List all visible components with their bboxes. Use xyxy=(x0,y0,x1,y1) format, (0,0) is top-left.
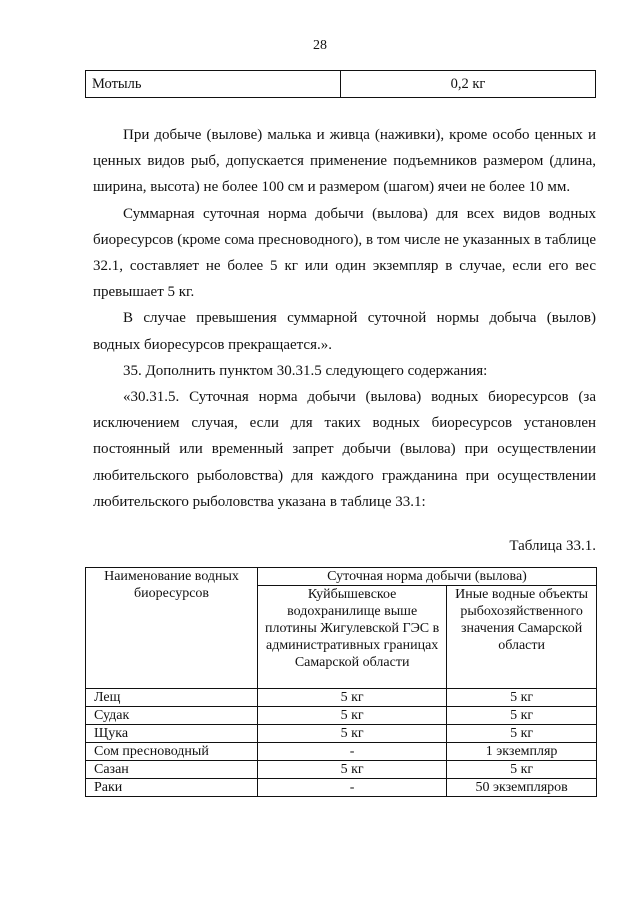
header-col3-cell: Иные водные объекты рыбохозяйственного значения Самарской области xyxy=(447,586,597,689)
row-name-cell: Судак xyxy=(86,707,258,725)
paragraph-2: Суммарная суточная норма добычи (вылова) для всех видов водных биоресурсов (кроме сома пресноводного), в том числе не указанных в таблице 32.1, составляет не более 5 кг или один экземпляр в случае, если его вес превышает 5 кг. xyxy=(93,205,596,301)
row-col2-cell: 5 кг xyxy=(258,707,447,725)
table-row xyxy=(86,71,596,98)
row-name-cell: Сом пресноводный xyxy=(86,743,258,761)
row-name-cell: Раки xyxy=(86,779,258,797)
body-text xyxy=(93,122,596,515)
row-col2-cell: 5 кг xyxy=(258,761,447,779)
table-row xyxy=(86,707,597,725)
header-col2-cell: Куйбышевское водохранилище выше плотины Жигулевской ГЭС в административных границах Самарской области xyxy=(258,586,447,689)
paragraph-4: 35. Дополнить пунктом 30.31.5 следующего содержания: xyxy=(123,362,488,379)
row-col2-cell: 5 кг xyxy=(258,689,447,707)
row-col3-cell: 5 кг xyxy=(447,725,597,743)
paragraph-3: В случае превышения суммарной суточной нормы добыча (вылов) водных биоресурсов прекращается.». xyxy=(93,310,596,353)
table-row xyxy=(86,689,597,707)
row-col3-cell: 1 экземпляр xyxy=(447,743,597,761)
norms-table xyxy=(85,567,597,797)
page-number: 28 xyxy=(313,38,327,53)
table-row xyxy=(86,725,597,743)
row-col3-cell: 5 кг xyxy=(447,689,597,707)
top-table xyxy=(85,70,596,98)
top-table-name-cell: Мотыль xyxy=(86,71,341,98)
top-table-value-cell: 0,2 кг xyxy=(341,71,596,98)
header-name-cell: Наименование водных биоресурсов xyxy=(86,568,258,689)
row-name-cell: Щука xyxy=(86,725,258,743)
table-row xyxy=(86,761,597,779)
paragraph-1: При добыче (вылове) малька и живца (наживки), кроме особо ценных и ценных видов рыб, допускается применение подъемников размером (длина, ширина, высота) не более 100 см и размером (шагом) ячеи не более 10 мм. xyxy=(93,127,596,196)
row-col2-cell: - xyxy=(258,743,447,761)
row-col3-cell: 5 кг xyxy=(447,761,597,779)
table-caption: Таблица 33.1. xyxy=(509,538,596,554)
row-col3-cell: 50 экземпляров xyxy=(447,779,597,797)
row-name-cell: Сазан xyxy=(86,761,258,779)
table-row xyxy=(86,779,597,797)
table-row xyxy=(86,743,597,761)
row-col2-cell: 5 кг xyxy=(258,725,447,743)
row-name-cell: Лещ xyxy=(86,689,258,707)
row-col3-cell: 5 кг xyxy=(447,707,597,725)
table-header-row xyxy=(86,568,597,586)
paragraph-5: «30.31.5. Суточная норма добычи (вылова) водных биоресурсов (за исключением случая, если для таких водных биоресурсов установлен постоянный или временный запрет добычи (вылова) при осуществлении любительского рыболовства) для каждого гражданина при осуществлении любительского рыболовства указана в таблице 33.1: xyxy=(93,389,596,510)
header-group-cell: Суточная норма добычи (вылова) xyxy=(258,568,597,586)
row-col2-cell: - xyxy=(258,779,447,797)
